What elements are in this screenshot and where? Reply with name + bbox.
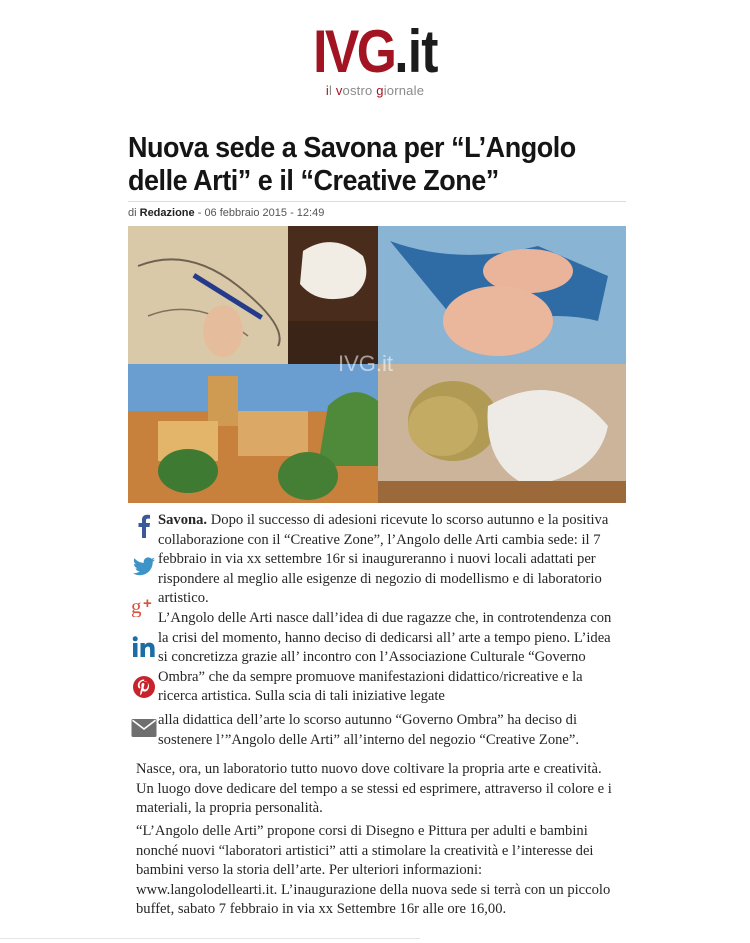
logo-main-text: IVG (312, 18, 394, 85)
lead-place: Savona. (158, 512, 208, 528)
author-name[interactable]: Redazione (139, 207, 195, 219)
svg-text:g: g (131, 595, 142, 617)
logo-wordmark (312, 18, 438, 85)
share-email-button[interactable] (130, 714, 158, 742)
byline-separator: - (197, 207, 202, 219)
publish-date: 06 febbraio 2015 - 12:49 (204, 207, 325, 219)
email-icon (131, 718, 157, 738)
svg-text:+: + (143, 595, 152, 612)
share-twitter-button[interactable] (130, 553, 158, 581)
title-divider (128, 201, 626, 202)
paragraph-2b: alla didattica dell’arte lo scorso autunno “Governo Ombra” ha deciso di sostenere l’”Angolo delle Arti” all’interno del negozio “Creative Zone”. (158, 712, 580, 748)
article-title: Nuova sede a Savona per “L’Angolo delle Arti” e il “Creative Zone” (128, 132, 576, 197)
google-plus-icon (131, 595, 157, 617)
byline (128, 207, 324, 219)
hero-collage (128, 226, 626, 503)
paragraph-4: “L’Angolo delle Arti” propone corsi di Disegno e Pittura per adulti e bambini nonché nuovi “laboratori artistici” atti a stimolare la creatività e l’interesse dei bambini verso la storia dell’arte. Per ulteriori informazioni: www.langolodellearti.it. L’inaugurazione della nuova sede si terrà con un piccolo buffet, sabato 7 febbraio in via xx Settembre 16r alle ore 16,00. (136, 823, 611, 918)
paragraph-3: Nasce, ora, un laboratorio tutto nuovo dove coltivare la propria arte e creatività. Un luogo dove dedicare del tempo a se stessi ed esprimere, attraverso il colore e i materiali, la propria personalità. (136, 761, 612, 817)
pinterest-icon (132, 675, 156, 699)
share-linkedin-button[interactable] (130, 633, 158, 661)
paragraph-1-text: Dopo il successo di adesioni ricevute lo scorso autunno e la positiva collaborazione con il “Creative Zone”, l’Angolo delle Arti cambia sede: il 7 febbraio in via xx settembre 16r si inaugureranno i nuovi locali adattati per rispondere al meglio alle esigenze di negozio di modellismo e di laboratorio artistico. (158, 512, 609, 607)
linkedin-icon (132, 636, 156, 658)
facebook-icon (137, 514, 151, 538)
byline-prefix: di (128, 207, 137, 219)
paragraph-2a: L’Angolo delle Arti nasce dall’idea di due ragazze che, in controtendenza con la crisi del momento, hanno deciso di dedicarsi all’ arte a tempo pieno. L’idea si concretizza grazie all’ incontro con l’Associazione Culturale “Governo Ombra” che da sempre promuove manifestazioni didattico/ricreative e la ricerca artistica. Sulla scia di tali iniziative legate (158, 610, 612, 705)
paragraph-1 (158, 511, 616, 609)
logo-suffix: .it (393, 18, 438, 85)
twitter-icon (132, 557, 156, 577)
share-facebook-button[interactable] (130, 512, 158, 540)
article-hero-image[interactable] (128, 226, 626, 503)
site-logo[interactable] (0, 18, 750, 98)
logo-tagline: il vostro giornale (325, 83, 425, 98)
share-pinterest-button[interactable] (130, 673, 158, 701)
image-watermark: IVG.it (338, 351, 394, 376)
share-google-plus-button[interactable] (130, 592, 158, 620)
footer-divider (0, 938, 420, 939)
